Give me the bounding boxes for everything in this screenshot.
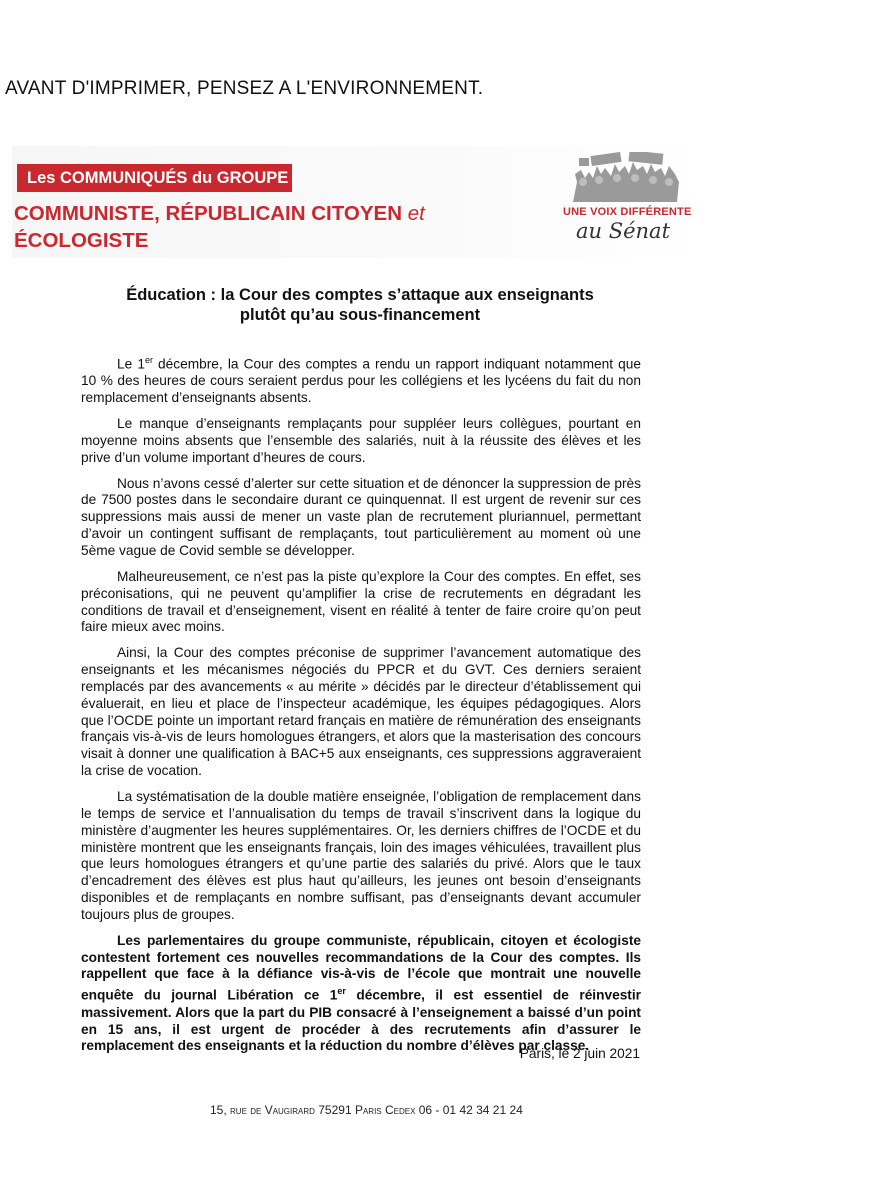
paragraph-2: Le manque d’enseignants remplaçants pour suppléer leurs collègues, pourtant en moyenne moins absents que l’ensemble des salariés, nuit à la réussite des élèves et les prive d’un volume important d’heures de cours. [81,416,641,465]
communique-body [81,352,641,1064]
document-title [100,285,620,325]
communique-tag: Les COMMUNIQUÉS du GROUPE [17,164,292,192]
group-name-et: et [407,202,425,225]
environment-notice: AVANT D'IMPRIMER, PENSEZ A L'ENVIRONNEMENT. [5,78,484,99]
logo-tagline: UNE VOIX DIFFÉRENTE [563,206,692,218]
paragraph-4: Malheureusement, ce n’est pas la piste qu’explore la Cour des comptes. En effet, ses préconisations, qui ne peuvent qu’amplifier la crise de recrutements en dégradant les conditions de travail et d’enseignement, visent en réalité à tenter de faire croire qu’on peut faire mieux avec moins. [81,568,641,635]
senat-logo [563,150,693,250]
title-line1: Éducation : la Cour des comptes s’attaque aux enseignants [126,286,594,304]
paragraph-5: Ainsi, la Cour des comptes préconise de supprimer l’avancement automatique des enseignants et les mécanismes négociés du PPCR et du GVT. Ces derniers seraient remplacés par des avancements « au mérite » décidés par le directeur d’établissement qui évaluerait, en lieu et place de l’inspecteur académique, les équipes pédagogiques. Alors que l’OCDE pointe un important retard français en matière de rémunération des enseignants français vis-à-vis de leurs homologues étrangers, et alors que la masterisation des concours visait à donner une qualification à BAC+5 aux enseignants, ces suppressions aggraveraient la crise de vocation. [81,645,641,779]
paragraph-7-conclusion: Les parlementaires du groupe communiste, républicain, citoyen et écologiste contestent fortement ces nouvelles recommandations de la Cour des comptes. Ils rappellent que face à la défiance vis-à-vis de l’école que montrait une nouvelle enquête du journal Libération ce 1er décembre, il est essentiel de réinvestir massivement. Alors que la part du PIB consacré à l’enseignement a baissé d’un point en 15 ans, il est urgent de procéder à des recrutements afin d’assurer le remplacement des enseignants et la réduction du nombre d’élèves par classe. [81,932,641,1054]
paragraph-1: Le 1er décembre, la Cour des comptes a rendu un rapport indiquant notamment que 10 % des heures de cours seraient perdus pour les collégiens et les lycéens du fait du non remplacement d’enseignants absents. [81,355,642,406]
place-date: Paris, le 2 juin 2021 [519,1046,640,1061]
logo-senat: au Sénat [575,219,671,243]
paragraph-6: La systématisation de la double matière enseignée, l’obligation de remplacement dans le temps de service et l’annualisation du temps de travail s’inscrivent dans la logique du ministère d’augmenter les heures supplémentaires. Or, les derniers chiffres de l’OCDE et du ministère montrent que les enseignants français, loin des images véhiculées, travaillent plus que leurs homologues étrangers et qu’une partie des salariés du privé. Alors que le taux d’encadrement des élèves est plus haut qu’ailleurs, les jeunes ont besoin d’enseignants disponibles et de remplaçants en nombre suffisant, pas d’enseignants devant accumuler toujours plus de groupes. [81,788,641,922]
footer-address: 15, rue de Vaugirard 75291 Paris Cedex 06 - 01 42 34 21 24 [210,1103,523,1117]
group-name-line2: ÉCOLOGISTE [14,229,149,252]
crowd-illustration-icon [571,152,681,204]
title-line2: plutôt qu’au sous-financement [239,306,481,324]
group-name-line1: COMMUNISTE, RÉPUBLICAIN CITOYEN [14,202,402,225]
group-name [14,200,434,254]
paragraph-3: Nous n’avons cessé d’alerter sur cette situation et de dénoncer la suppression de près de 7500 postes dans le secondaire durant ce quinquennat. Il est urgent de revenir sur ces suppressions mais aussi de mener un vaste plan de recrutement pluriannuel, permettant d’avoir un contingent suffisant de remplaçants, tout particulièrement au moment où une 5ème vague de Covid semble se développer. [81,475,641,558]
